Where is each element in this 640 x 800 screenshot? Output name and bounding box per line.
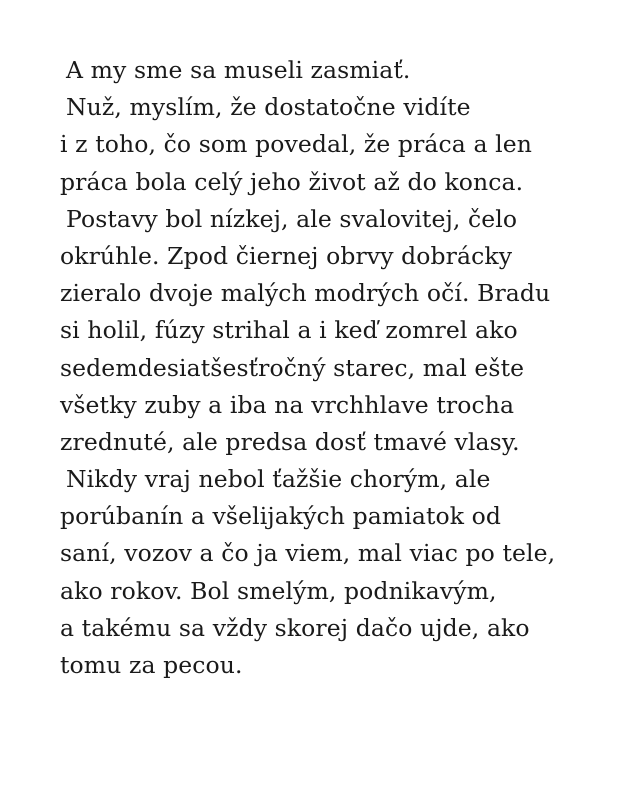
text-line: a takému sa vždy skorej dačo ujde, ako [60, 613, 530, 642]
text-line: porúbanín a všelijakých pamiatok od [60, 502, 502, 531]
text-line: si holil, fúzy strihal a i keď zomrel ako [60, 316, 518, 345]
text-line: okrúhle. Zpod čiernej obrvy dobrácky [60, 241, 513, 270]
text-line: Postavy bol nízkej, ale svalovitej, čelo [66, 204, 518, 233]
text-line: zieralo dvoje malých modrých očí. Bradu [60, 279, 551, 308]
text-line: saní, vozov a čo ja viem, mal viac po tele, [60, 539, 556, 568]
text-line: práca bola celý jeho život až do konca. [60, 167, 524, 196]
text-line: všetky zuby a iba na vrchhlave trocha [60, 390, 515, 419]
text-line: i z toho, čo som povedal, že práca a len [60, 130, 533, 159]
text-line: zrednuté, ale predsa dosť tmavé vlasy. [60, 427, 520, 456]
body-text [60, 52, 620, 684]
text-line: sedemdesiatšesťročný starec, mal ešte [60, 353, 525, 382]
text-line: A my sme sa museli zasmiať. [66, 56, 411, 84]
text-line: ako rokov. Bol smelým, podnikavým, [60, 576, 497, 605]
text-line: tomu za pecou. [60, 651, 243, 679]
text-line: Nikdy vraj nebol ťažšie chorým, ale [66, 465, 491, 494]
text-line: Nuž, myslím, že dostatočne vidíte [66, 93, 471, 122]
